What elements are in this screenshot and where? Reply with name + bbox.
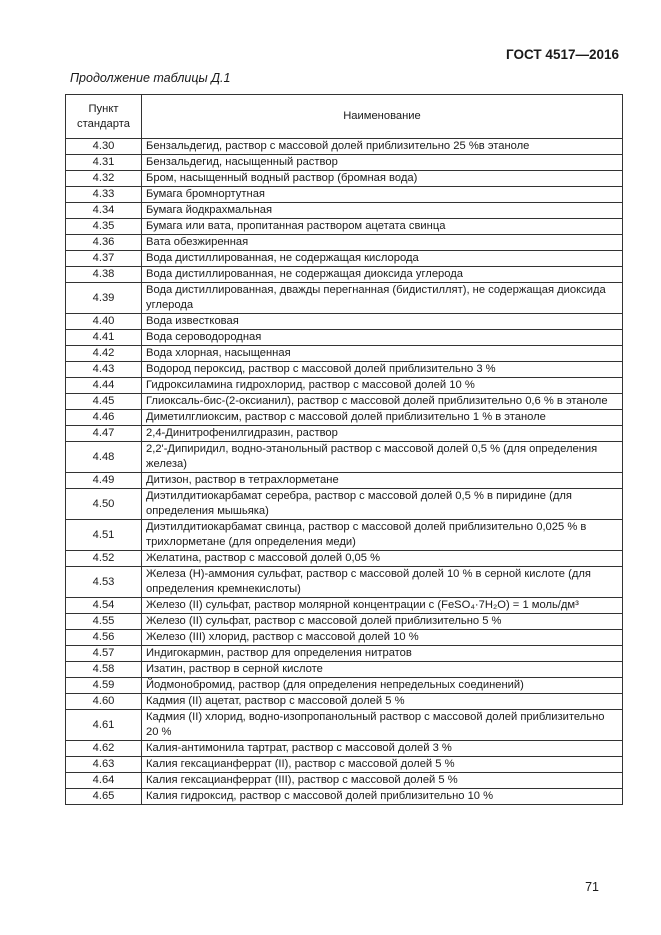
row-name: Калия гексацианферрат (III), раствор с массовой долей 5 % bbox=[142, 773, 623, 789]
row-name: Водород пероксид, раствор с массовой долей приблизительно 3 % bbox=[142, 362, 623, 378]
row-number: 4.52 bbox=[66, 551, 142, 567]
row-name: Гидроксиламина гидрохлорид, раствор с массовой долей 10 % bbox=[142, 378, 623, 394]
row-number: 4.58 bbox=[66, 662, 142, 678]
table-row bbox=[66, 346, 623, 362]
row-number: 4.41 bbox=[66, 330, 142, 346]
table-row bbox=[66, 489, 623, 520]
row-number: 4.56 bbox=[66, 630, 142, 646]
row-number: 4.38 bbox=[66, 267, 142, 283]
row-number: 4.30 bbox=[66, 139, 142, 155]
row-name: Бумага или вата, пропитанная раствором ацетата свинца bbox=[142, 219, 623, 235]
row-number: 4.32 bbox=[66, 171, 142, 187]
row-name: Диэтилдитиокарбамат серебра, раствор с массовой долей 0,5 % в пиридине (для определения мышьяка) bbox=[142, 489, 623, 520]
table-row bbox=[66, 662, 623, 678]
table-row bbox=[66, 630, 623, 646]
row-name: Дитизон, раствор в тетрахлорметане bbox=[142, 473, 623, 489]
table-row bbox=[66, 426, 623, 442]
table-row bbox=[66, 410, 623, 426]
table-row bbox=[66, 251, 623, 267]
table-row bbox=[66, 757, 623, 773]
row-number: 4.60 bbox=[66, 694, 142, 710]
row-number: 4.63 bbox=[66, 757, 142, 773]
row-number: 4.48 bbox=[66, 442, 142, 473]
row-name: Йодмонобромид, раствор (для определения непредельных соединений) bbox=[142, 678, 623, 694]
row-number: 4.62 bbox=[66, 741, 142, 757]
table-row bbox=[66, 741, 623, 757]
row-number: 4.47 bbox=[66, 426, 142, 442]
row-number: 4.44 bbox=[66, 378, 142, 394]
table-row bbox=[66, 314, 623, 330]
row-name: Кадмия (II) хлорид, водно-изопропанольный раствор с массовой долей приблизительно 20 % bbox=[142, 710, 623, 741]
row-name: Вода сероводородная bbox=[142, 330, 623, 346]
row-number: 4.57 bbox=[66, 646, 142, 662]
row-name: Бумага йодкрахмальная bbox=[142, 203, 623, 219]
table-row bbox=[66, 789, 623, 805]
row-name: Железа (Н)-аммония сульфат, раствор с массовой долей 10 % в серной кислоте (для определения кремнекислоты) bbox=[142, 567, 623, 598]
table-row bbox=[66, 551, 623, 567]
row-name: Бензальдегид, раствор с массовой долей приблизительно 25 %в этаноле bbox=[142, 139, 623, 155]
row-number: 4.46 bbox=[66, 410, 142, 426]
row-name: Диметилглиоксим, раствор с массовой долей приблизительно 1 % в этаноле bbox=[142, 410, 623, 426]
row-name: Калия-антимонила тартрат, раствор с массовой долей 3 % bbox=[142, 741, 623, 757]
row-number: 4.49 bbox=[66, 473, 142, 489]
row-name: Кадмия (II) ацетат, раствор с массовой долей 5 % bbox=[142, 694, 623, 710]
row-name: Калия гексацианферрат (II), раствор с массовой долей 5 % bbox=[142, 757, 623, 773]
table-caption: Продолжение таблицы Д.1 bbox=[70, 71, 231, 85]
table-row bbox=[66, 139, 623, 155]
row-name: Железо (II) сульфат, раствор молярной концентрации c (FeSO₄·7H₂O) = 1 моль/дм³ bbox=[142, 598, 623, 614]
row-name: Вода дистиллированная, не содержащая кислорода bbox=[142, 251, 623, 267]
row-name: Вода хлорная, насыщенная bbox=[142, 346, 623, 362]
row-number: 4.36 bbox=[66, 235, 142, 251]
column-header-name: Наименование bbox=[142, 95, 623, 139]
row-name: Индигокармин, раствор для определения нитратов bbox=[142, 646, 623, 662]
row-number: 4.45 bbox=[66, 394, 142, 410]
row-name: Бензальдегид, насыщенный раствор bbox=[142, 155, 623, 171]
table-row bbox=[66, 694, 623, 710]
row-name: Диэтилдитиокарбамат свинца, раствор с массовой долей приблизительно 0,025 % в трихлорметане (для определения меди) bbox=[142, 520, 623, 551]
row-number: 4.59 bbox=[66, 678, 142, 694]
row-name: Вода дистиллированная, дважды перегнанная (бидистиллят), не содержащая диоксида углерода bbox=[142, 283, 623, 314]
table-row bbox=[66, 773, 623, 789]
table-row bbox=[66, 442, 623, 473]
row-name: Железо (III) хлорид, раствор с массовой долей 10 % bbox=[142, 630, 623, 646]
row-number: 4.31 bbox=[66, 155, 142, 171]
table-row bbox=[66, 362, 623, 378]
column-header-number: Пункт стандарта bbox=[66, 95, 142, 139]
row-name: Вата обезжиренная bbox=[142, 235, 623, 251]
row-number: 4.51 bbox=[66, 520, 142, 551]
row-name: Вода известковая bbox=[142, 314, 623, 330]
row-number: 4.65 bbox=[66, 789, 142, 805]
page-number: 71 bbox=[585, 880, 599, 894]
table-row bbox=[66, 378, 623, 394]
row-number: 4.34 bbox=[66, 203, 142, 219]
row-name: 2,2'-Дипиридил, водно-этанольный раствор с массовой долей 0,5 % (для определения железа) bbox=[142, 442, 623, 473]
table-row bbox=[66, 678, 623, 694]
row-name: Вода дистиллированная, не содержащая диоксида углерода bbox=[142, 267, 623, 283]
row-number: 4.35 bbox=[66, 219, 142, 235]
standard-id: ГОСТ 4517—2016 bbox=[506, 47, 619, 62]
table-row bbox=[66, 710, 623, 741]
table-row bbox=[66, 219, 623, 235]
table-row bbox=[66, 235, 623, 251]
row-name: Изатин, раствор в серной кислоте bbox=[142, 662, 623, 678]
table-row bbox=[66, 155, 623, 171]
table-row bbox=[66, 646, 623, 662]
row-name: Глиоксаль-бис-(2-оксианил), раствор с массовой долей приблизительно 0,6 % в этаноле bbox=[142, 394, 623, 410]
table-row bbox=[66, 614, 623, 630]
row-name: Бумага бромнортутная bbox=[142, 187, 623, 203]
row-number: 4.42 bbox=[66, 346, 142, 362]
row-number: 4.53 bbox=[66, 567, 142, 598]
row-number: 4.50 bbox=[66, 489, 142, 520]
table-row bbox=[66, 520, 623, 551]
row-number: 4.61 bbox=[66, 710, 142, 741]
table-row bbox=[66, 473, 623, 489]
row-name: Бром, насыщенный водный раствор (бромная вода) bbox=[142, 171, 623, 187]
table-row bbox=[66, 330, 623, 346]
row-name: Калия гидроксид, раствор с массовой долей приблизительно 10 % bbox=[142, 789, 623, 805]
row-number: 4.40 bbox=[66, 314, 142, 330]
table-row bbox=[66, 394, 623, 410]
row-number: 4.43 bbox=[66, 362, 142, 378]
table-header-row bbox=[66, 95, 623, 139]
row-name: Желатина, раствор с массовой долей 0,05 % bbox=[142, 551, 623, 567]
table-row bbox=[66, 267, 623, 283]
table-row bbox=[66, 283, 623, 314]
table-row bbox=[66, 567, 623, 598]
row-number: 4.55 bbox=[66, 614, 142, 630]
row-number: 4.39 bbox=[66, 283, 142, 314]
row-number: 4.33 bbox=[66, 187, 142, 203]
row-number: 4.54 bbox=[66, 598, 142, 614]
table-row bbox=[66, 598, 623, 614]
table-row bbox=[66, 171, 623, 187]
reagents-table bbox=[65, 94, 623, 805]
row-name: 2,4-Динитрофенилгидразин, раствор bbox=[142, 426, 623, 442]
table-row bbox=[66, 203, 623, 219]
table-row bbox=[66, 187, 623, 203]
row-number: 4.37 bbox=[66, 251, 142, 267]
row-number: 4.64 bbox=[66, 773, 142, 789]
row-name: Железо (II) сульфат, раствор с массовой долей приблизительно 5 % bbox=[142, 614, 623, 630]
